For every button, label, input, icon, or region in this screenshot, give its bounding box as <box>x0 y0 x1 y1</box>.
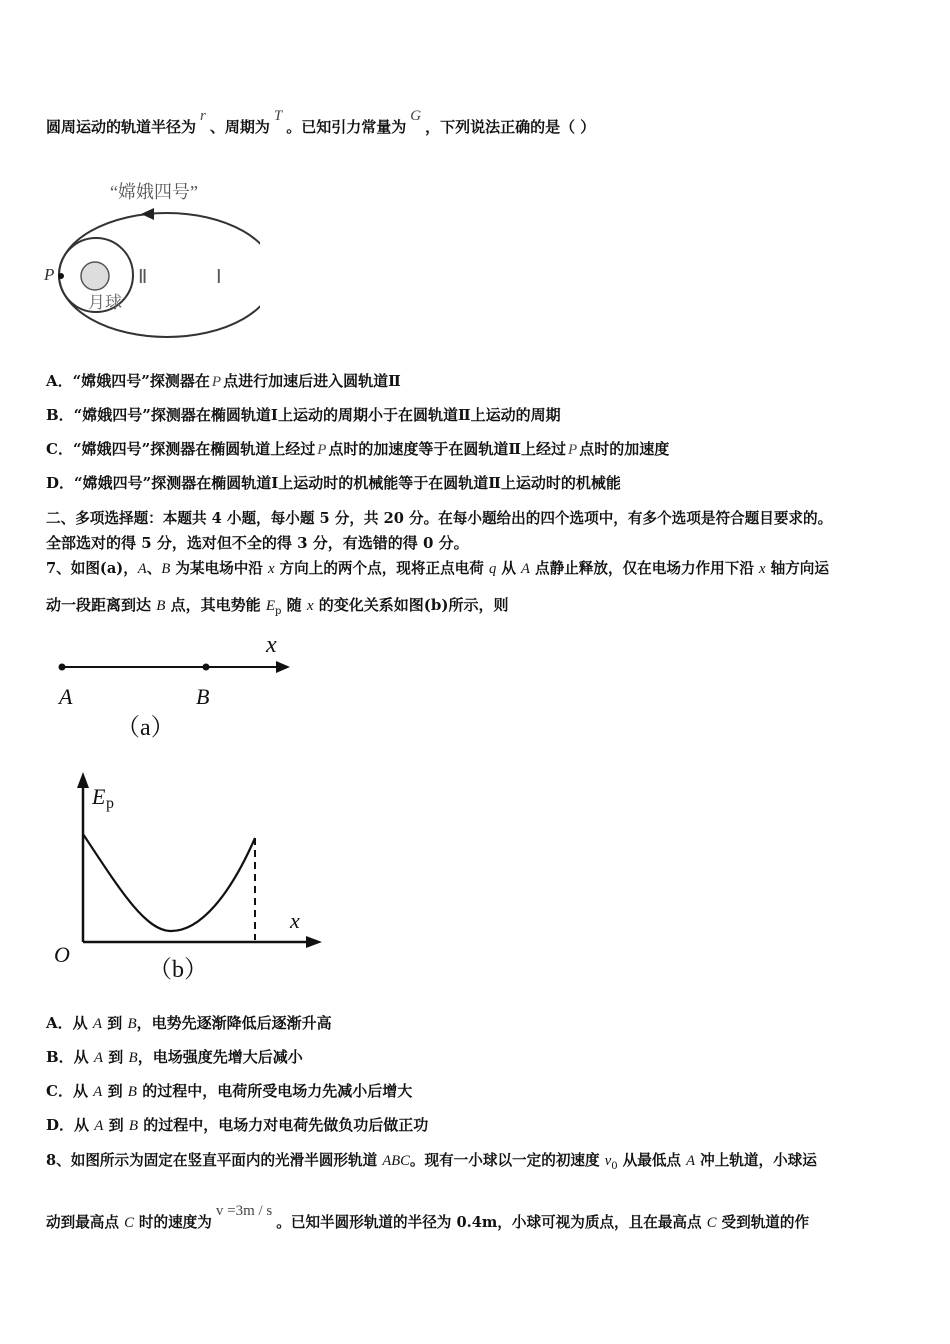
q7-stem-line1: 7、如图(a)，A、B 为某电场中沿 x 方向上的两个点，现将正点电荷 q 从 A 点静止释放，仅在电场力作用下沿 x 轴方向运 <box>46 560 829 577</box>
label-p-sub: p <box>106 795 114 812</box>
figure-title: “嫦娥四号” <box>110 182 198 202</box>
q7-option-d: D．从 A 到 B 的过程中，电场力对电荷先做负功后做正功 <box>46 1116 429 1134</box>
section2-line1: 二、多项选择题：本题共 4 小题，每小题 5 分，共 20 分。在每小题给出的四个选项中，有多个选项是符合题目要求的。 <box>46 510 833 527</box>
q7-stem-line2: 动一段距离到达 B 点，其电势能 $E_p$ 随 x 的变化关系如图(b)所示，则 <box>46 596 509 617</box>
y-axis-arrow-icon <box>77 772 89 788</box>
label-p: P <box>44 265 55 284</box>
caption-b: （b） <box>148 957 208 983</box>
label-b: B <box>196 684 210 709</box>
orbit-figure <box>40 170 260 340</box>
var-G: G <box>410 108 422 124</box>
caption-a: （a） <box>116 715 175 741</box>
label-orbit-1: Ⅰ <box>216 267 222 288</box>
x-axis-arrow-icon <box>276 661 290 673</box>
var-r: r <box>200 108 206 124</box>
q8-stem-line2: 动到最高点 C 时的速度为v =3m / s。已知半圆形轨道的半径为 0.4m，小球可视为质点，且在最高点 C 受到轨道的作 <box>46 1203 810 1231</box>
label-x: x <box>290 908 300 933</box>
q6-stem: 圆周运动的轨道半径为r、周期为T。已知引力常量为G，下列说法正确的是（ ） <box>46 108 596 136</box>
point-b-dot <box>203 664 210 671</box>
q6-option-c: C．“嫦娥四号”探测器在椭圆轨道上经过 P 点时的加速度等于在圆轨道Ⅱ上经过 P 点时的加速度 <box>46 440 670 458</box>
q7-option-c: C．从 A 到 B 的过程中，电荷所受电场力先减小后增大 <box>46 1082 413 1100</box>
velocity-formula: v =3m / s <box>215 1203 273 1219</box>
label-x: x <box>266 632 277 658</box>
q6-option-b: B．“嫦娥四号”探测器在椭圆轨道Ⅰ上运动的周期小于在圆轨道Ⅱ上运动的周期 <box>46 406 561 424</box>
q8-stem-line1: 8、如图所示为固定在竖直平面内的光滑半圆形轨道 ABC。现有一小球以一定的初速度 $v_0$ 从最低点 A 冲上轨道，小球运 <box>46 1152 817 1172</box>
energy-curve <box>83 834 255 931</box>
point-a-dot <box>59 664 66 671</box>
var-T: T <box>273 108 283 124</box>
figure-b <box>50 770 330 985</box>
section2-line2: 全部选对的得 5 分，选对但不全的得 3 分，有选错的得 0 分。 <box>46 534 469 552</box>
q7-option-b: B．从 A 到 B，电场强度先增大后减小 <box>46 1048 303 1066</box>
label-orbit-2: Ⅱ <box>138 267 148 288</box>
x-axis-arrow-icon <box>306 936 322 948</box>
label-origin: O <box>54 942 70 967</box>
figure-a <box>50 630 300 745</box>
moon-icon <box>81 262 109 290</box>
label-a: A <box>59 684 73 709</box>
label-e: E <box>92 784 106 809</box>
point-p-dot <box>58 273 64 279</box>
q7-option-a: A．从 A 到 B，电势先逐渐降低后逐渐升高 <box>46 1014 332 1032</box>
direction-arrow-icon <box>141 208 154 220</box>
label-moon: 月球 <box>88 293 122 312</box>
q6-option-d: D．“嫦娥四号”探测器在椭圆轨道Ⅰ上运动时的机械能等于在圆轨道Ⅱ上运动时的机械能 <box>46 474 621 492</box>
q6-option-a: A．“嫦娥四号”探测器在 P 点进行加速后进入圆轨道Ⅱ <box>46 372 401 390</box>
